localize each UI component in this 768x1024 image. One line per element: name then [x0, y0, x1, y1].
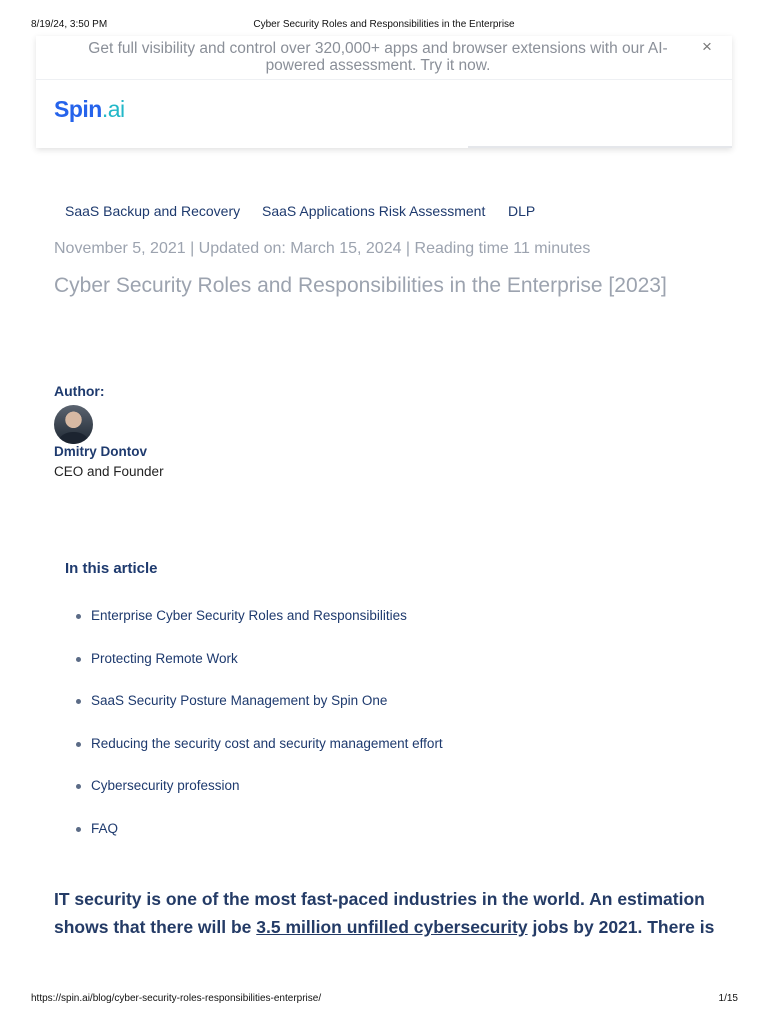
print-url: https://spin.ai/blog/cyber-security-roles-responsibilities-enterprise/ — [31, 993, 322, 1004]
bullet-icon — [76, 827, 81, 832]
toc-item-label: Reducing the security cost and security management effort — [91, 736, 443, 751]
close-icon[interactable]: × — [702, 37, 712, 56]
bullet-icon — [76, 742, 81, 747]
page-title: Cyber Security Roles and Responsibilities in the Enterprise [2023] — [54, 274, 667, 297]
site-header — [36, 36, 732, 148]
category-link-saas-backup[interactable]: SaaS Backup and Recovery — [65, 203, 241, 219]
print-page-number: 1/15 — [718, 993, 738, 1004]
toc-item-label: Cybersecurity profession — [91, 778, 240, 793]
post-meta: November 5, 2021 | Updated on: March 15, 2024 | Reading time 11 minutes — [54, 240, 591, 257]
bullet-icon — [76, 784, 81, 789]
header-divider — [468, 146, 732, 148]
bullet-icon — [76, 614, 81, 619]
toc-item-label: FAQ — [91, 821, 119, 836]
promo-text[interactable] — [70, 40, 686, 74]
intro-text-part-2: jobs by 2021. There is — [527, 917, 715, 937]
print-header — [0, 19, 768, 33]
unfilled-jobs-link[interactable]: 3.5 million unfilled cybersecurity — [256, 917, 528, 937]
intro-paragraph — [54, 885, 734, 941]
category-link-risk-assessment[interactable]: SaaS Applications Risk Assessment — [262, 203, 486, 219]
bullet-icon — [76, 699, 81, 704]
toc-item-label: Protecting Remote Work — [91, 651, 238, 666]
logo-suffix-text: .ai — [101, 96, 125, 122]
print-document-title: Cyber Security Roles and Responsibilities in the Enterprise — [253, 19, 515, 30]
toc-item-label: SaaS Security Posture Management by Spin One — [91, 693, 388, 708]
print-footer — [0, 993, 768, 1007]
promo-banner — [36, 36, 732, 80]
avatar-shoulders — [59, 432, 88, 444]
toc-item-label: Enterprise Cyber Security Roles and Responsibilities — [91, 608, 407, 623]
promo-text-line-1: Get full visibility and control over 320,000+ apps and browser extensions with our AI- — [88, 40, 668, 57]
toc-heading: In this article — [65, 560, 158, 577]
logo-main-text: Spin — [54, 96, 102, 122]
author-label: Author: — [54, 383, 105, 399]
promo-text-line-2: powered assessment. Try it now. — [265, 57, 491, 74]
intro-text-part-1: IT security is one of the most fast-paced industries in the world. An estimation shows that there will be — [54, 889, 705, 937]
author-name[interactable]: Dmitry Dontov — [54, 444, 148, 459]
category-link-dlp[interactable]: DLP — [508, 203, 536, 219]
bullet-icon — [76, 657, 81, 662]
author-avatar[interactable] — [54, 405, 93, 444]
author-role: CEO and Founder — [54, 464, 164, 479]
print-datetime: 8/19/24, 3:50 PM — [31, 19, 108, 30]
spin-ai-logo[interactable] — [54, 96, 125, 123]
